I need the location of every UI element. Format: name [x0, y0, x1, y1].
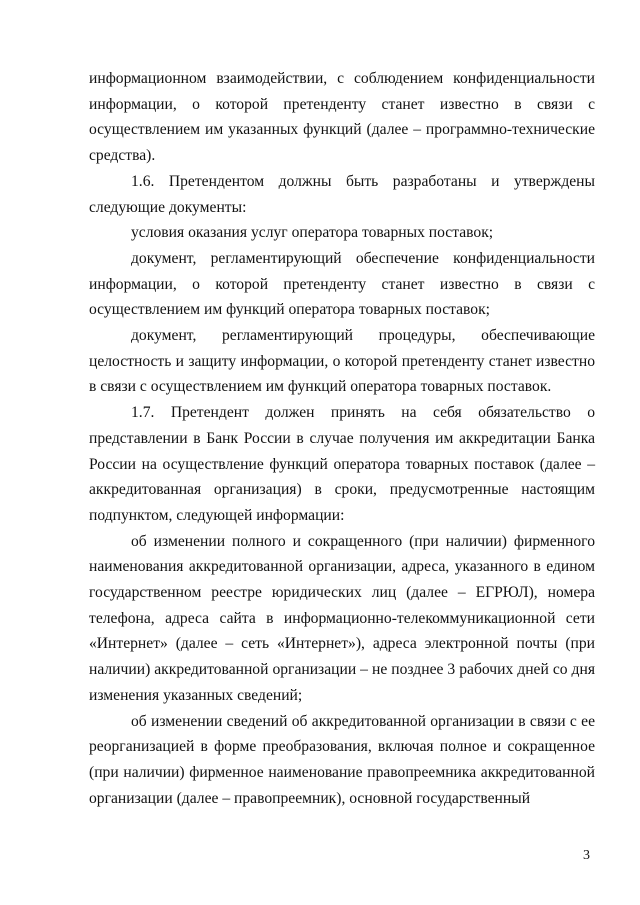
paragraph-clause-1-7: 1.7. Претендент должен принять на себя обязательство о представлении в Банк России в случае получения им аккредитации Банка России на осуществление функций оператора товарных поставок (далее – аккредитованная организация) в сроки, предусмотренные настоящим подпунктом, следующей информации: — [89, 404, 595, 524]
paragraph-integrity-document: документ, регламентирующий процедуры, обеспечивающие целостность и защиту информации, о которой претенденту станет известно в связи с осуществлением им функций оператора товарных поставок. — [89, 327, 595, 396]
paragraph-name-change: об изменении полного и сокращенного (при наличии) фирменного наименования аккредитованной организации, адреса, указанного в едином государственном реестре юридических лиц (далее – ЕГРЮЛ), номера телефона, адреса сайта в информационно-телекоммуникационной сети «Интернет» (далее – сеть «Интернет»), адреса электронной почты (при наличии) аккредитованной организации – не позднее 3 рабочих дней со дня изменения указанных сведений; — [89, 532, 595, 704]
document-body — [89, 66, 595, 811]
paragraph-clause-1-6: 1.6. Претендентом должны быть разработаны и утверждены следующие документы: — [89, 172, 595, 216]
page-number: 3 — [583, 848, 590, 863]
paragraph-reorganization: об изменении сведений об аккредитованной организации в связи с ее реорганизацией в форме преобразования, включая полное и сокращенное (при наличии) фирменное наименование правопреемника аккредитованной организации (далее – правопреемник), основной государственный — [89, 712, 595, 807]
paragraph-confidentiality-document: документ, регламентирующий обеспечение конфиденциальности информации, о которой претенденту станет известно в связи с осуществлением им функций оператора товарных поставок; — [89, 249, 595, 319]
paragraph-continuation: информационном взаимодействии, с соблюдением конфиденциальности информации, о которой претенденту станет известно в связи с осуществлением им указанных функций (далее – программно-технические средства). — [89, 70, 595, 165]
paragraph-service-conditions: условия оказания услуг оператора товарных поставок; — [131, 224, 494, 242]
